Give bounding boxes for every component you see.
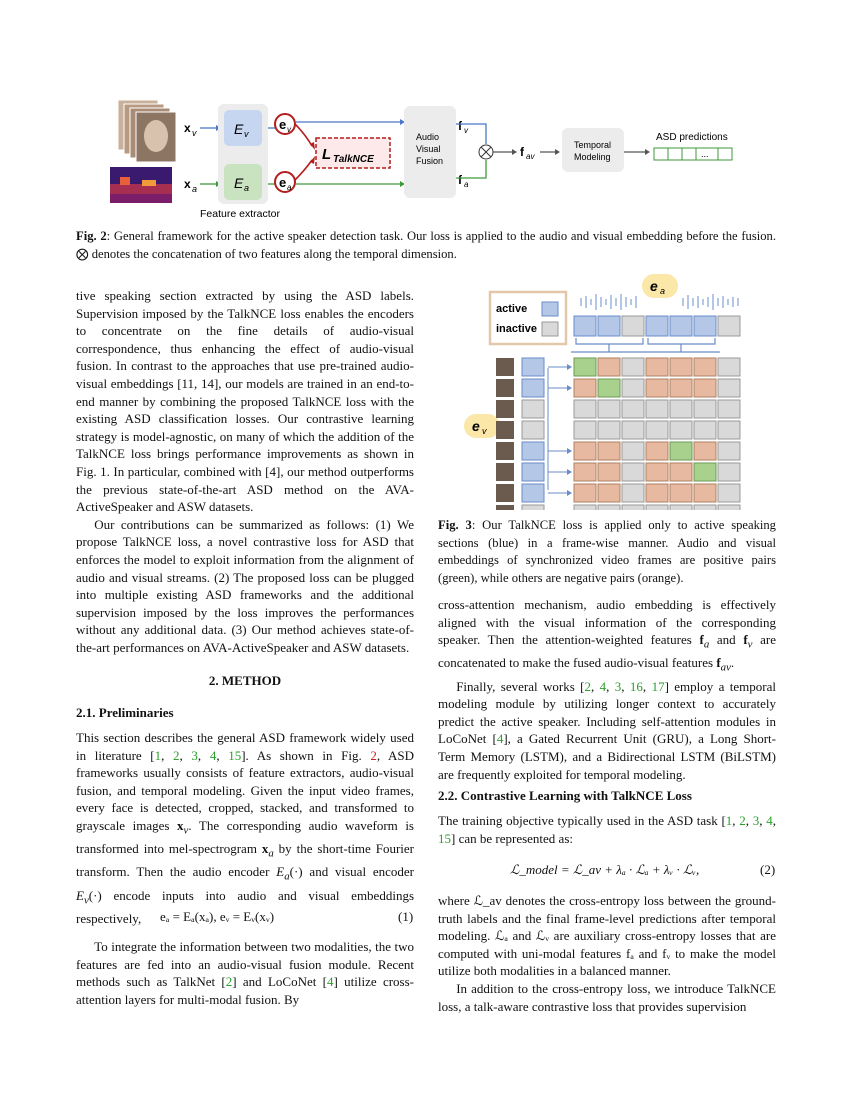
matrix-cell xyxy=(622,400,644,418)
matrix-cell xyxy=(574,379,596,397)
feature-extractor-label: Feature extractor xyxy=(200,208,280,220)
matrix-cell xyxy=(718,484,740,502)
audio-cell xyxy=(598,316,620,336)
face-thumbnail xyxy=(496,400,514,418)
svg-text:v: v xyxy=(192,128,197,138)
svg-text:v: v xyxy=(482,426,487,436)
figure-2-diagram xyxy=(100,92,750,222)
matrix-cell xyxy=(670,379,692,397)
matrix-cell xyxy=(694,505,716,510)
audio-cell xyxy=(670,316,692,336)
equation-1: eₐ = Eₐ(xₐ), eᵥ = Eᵥ(xᵥ) xyxy=(160,909,275,924)
matrix-cell xyxy=(646,379,668,397)
xv-label: x xyxy=(184,121,191,135)
svg-text:av: av xyxy=(526,152,535,161)
figure-3-caption: Fig. 3: Our TalkNCE loss is applied only to active speaking sections (blue) in a frame-wise manner. Audio and visual embeddings of synchronized video frames are positive pairs (green), while others are negative pairs (orange). xyxy=(438,518,776,585)
matrix-cell xyxy=(622,505,644,510)
matrix-cell xyxy=(694,421,716,439)
audio-cell xyxy=(622,316,644,336)
matrix-cell xyxy=(598,379,620,397)
visual-cell xyxy=(522,358,544,376)
svg-text:a: a xyxy=(660,286,666,296)
matrix-cell xyxy=(622,421,644,439)
face-thumbnail xyxy=(496,505,514,510)
matrix-cell xyxy=(622,358,644,376)
loss-explanation-paragraph: where ℒ_av denotes the cross-entropy loss between the ground-truth labels and the final frame-level predictions after temporal modeling. ℒₐ and ℒᵥ are auxiliary cross-entropy losses that are computed with uni-modal features fₐ and fᵥ to make the model utilize both modalities in a balanced manner. In addition to the cross-entropy loss, we introduce TalkNCE loss, a talk-aware contrastive loss that provides supervision xyxy=(438,893,776,1014)
svg-text:active: active xyxy=(496,303,528,315)
asd-predictions-label: ASD predictions xyxy=(656,132,728,143)
temporal-modeling-box xyxy=(562,128,624,172)
left-column xyxy=(76,287,414,656)
matrix-cell xyxy=(670,484,692,502)
audio-embedding-row xyxy=(574,316,740,336)
visual-cell xyxy=(522,379,544,397)
matrix-cell xyxy=(694,442,716,460)
audio-cell xyxy=(646,316,668,336)
equation-2-number: (2) xyxy=(760,862,776,877)
matrix-cell xyxy=(574,400,596,418)
face-thumbnail xyxy=(496,442,514,460)
matrix-cell xyxy=(694,358,716,376)
fusion-paragraph: To integrate the information between two modalities, the two features are fed into an audio-visual fusion module. Recent methods such as TalkNet [2] and LoCoNet [4] utilize cross-attention layers for multi-modal fusion. By xyxy=(76,939,414,1007)
matrix-cell xyxy=(670,358,692,376)
matrix-cell xyxy=(694,379,716,397)
svg-text:...: ... xyxy=(701,149,709,159)
face-thumbnail xyxy=(496,421,514,439)
matrix-cell xyxy=(670,505,692,510)
matrix-cell xyxy=(670,400,692,418)
audio-cell xyxy=(718,316,740,336)
matrix-cell xyxy=(718,400,740,418)
svg-text:Modeling: Modeling xyxy=(574,152,611,162)
svg-text:Fusion: Fusion xyxy=(416,156,444,166)
face-thumbnail xyxy=(496,358,514,376)
matrix-cell xyxy=(694,484,716,502)
svg-text:f: f xyxy=(458,173,462,187)
matrix-cell xyxy=(574,463,596,481)
section-2-1-title: 2.1. Preliminaries xyxy=(76,705,174,720)
equation-2: ℒ_model = ℒ_av + λₐ · ℒₐ + λᵥ · ℒᵥ, xyxy=(510,862,700,877)
matrix-cell xyxy=(598,400,620,418)
svg-text:a: a xyxy=(192,184,198,194)
matrix-cell xyxy=(646,463,668,481)
matrix-cell xyxy=(646,442,668,460)
contributions-paragraph: Our contributions can be summarized as follows: (1) We propose TalkNCE loss, a novel contrastive loss for ASD that enforces the model to exploit information from the alignment of audio and visual streams. (2) The proposed loss can be plugged into multiple existing ASD frameworks and the additional supervision imposed by the loss improves the performances without any additional data. (3) Our method achieves state-of-the-art performances on AVA-ActiveSpeaker and ASW datasets. xyxy=(76,516,414,655)
matrix-cell xyxy=(670,421,692,439)
visual-cell xyxy=(522,442,544,460)
matrix-cell xyxy=(574,505,596,510)
visual-cell xyxy=(522,463,544,481)
section-2-title: 2. METHOD xyxy=(208,673,282,688)
svg-text:v: v xyxy=(244,129,249,139)
figure-2-caption: Fig. 2: General framework for the active speaker detection task. Our loss is applied to the audio and visual embedding before the fusion. ⨂ denotes the concatenation of two features along the temporal dimension. xyxy=(76,229,776,261)
visual-cell xyxy=(522,400,544,418)
visual-cell xyxy=(522,484,544,502)
matrix-cell xyxy=(574,421,596,439)
equation-1-number: (1) xyxy=(398,909,414,924)
matrix-cell xyxy=(622,379,644,397)
objective-paragraph: The training objective typically used in the ASD task [1, 2, 3, 4, 15] can be represented as: xyxy=(438,813,777,846)
matrix-cell xyxy=(622,484,644,502)
face-thumbnail xyxy=(496,379,514,397)
visual-embedding-column xyxy=(522,358,572,510)
svg-text:Audio: Audio xyxy=(416,132,440,142)
matrix-cell xyxy=(574,442,596,460)
matrix-cell xyxy=(646,400,668,418)
svg-text:TalkNCE: TalkNCE xyxy=(333,154,374,165)
svg-text:L: L xyxy=(322,146,332,163)
matrix-cell xyxy=(694,400,716,418)
face-thumbnail xyxy=(496,463,514,481)
visual-cell xyxy=(522,505,544,510)
audio-cell xyxy=(694,316,716,336)
matrix-cell xyxy=(718,421,740,439)
matrix-cell xyxy=(718,463,740,481)
matrix-cell xyxy=(718,505,740,510)
svg-text:Temporal: Temporal xyxy=(574,140,612,150)
matrix-cell xyxy=(598,358,620,376)
face-thumbnails xyxy=(496,358,514,510)
matrix-cell xyxy=(670,463,692,481)
svg-text:v: v xyxy=(464,126,468,135)
spectrogram-image xyxy=(110,167,172,203)
svg-text:v: v xyxy=(287,125,291,134)
matrix-cell xyxy=(622,463,644,481)
matrix-cell xyxy=(598,484,620,502)
svg-text:a: a xyxy=(287,183,292,192)
svg-text:inactive: inactive xyxy=(496,323,537,335)
matrix-cell xyxy=(694,463,716,481)
matrix-cell xyxy=(598,505,620,510)
matrix-cell xyxy=(646,358,668,376)
similarity-matrix xyxy=(574,358,740,510)
figure-3-diagram xyxy=(462,270,774,510)
matrix-cell xyxy=(598,442,620,460)
section-2-2-title: 2.2. Contrastive Learning with TalkNCE Loss xyxy=(438,788,692,803)
svg-text:f: f xyxy=(520,145,524,159)
matrix-cell xyxy=(574,358,596,376)
visual-cell xyxy=(522,421,544,439)
matrix-cell xyxy=(718,379,740,397)
right-column-paragraph-1: cross-attention mechanism, audio embedding is effectively aligned with the visual information of the corresponding speaker. Then the attention-weighted features $f_a$ and $f_v$ are concatenated to make the fused audio-visual features $f_{av}$. Finally, several works [2, 4, 3, 16, 17] employ a temporal modeling module by utilizing longer context to accurately predict the active speaker. Including self-attention modules in LoCoNet [4], a Gated Recurrent Unit (GRU), a Long Short-Term Memory (LSTM), and a Bidirectional LSTM (BiLSTM) are frequently exploited for temporal modeling. xyxy=(438,597,777,782)
face-stack-image xyxy=(118,100,176,162)
matrix-cell xyxy=(646,505,668,510)
xa-label: x xyxy=(184,177,191,191)
matrix-cell xyxy=(718,442,740,460)
svg-text:e: e xyxy=(279,175,287,190)
svg-text:e: e xyxy=(279,117,287,132)
matrix-cell xyxy=(574,484,596,502)
svg-text:e: e xyxy=(472,418,480,434)
svg-text:a: a xyxy=(464,180,469,189)
svg-text:Visual: Visual xyxy=(416,144,441,154)
matrix-cell xyxy=(718,358,740,376)
prediction-cells xyxy=(654,148,732,160)
matrix-cell xyxy=(598,421,620,439)
svg-text:E: E xyxy=(234,121,244,137)
svg-text:a: a xyxy=(244,183,250,193)
matrix-cell xyxy=(622,442,644,460)
matrix-cell xyxy=(670,442,692,460)
audio-cell xyxy=(574,316,596,336)
svg-text:E: E xyxy=(234,175,244,191)
matrix-cell xyxy=(646,421,668,439)
face-thumbnail xyxy=(496,484,514,502)
intro-paragraph-1: tive speaking section extracted by using the ASD labels. Supervision imposed by the TalkNCE loss enables the encoders to concentrate on the fine details of audio-visual correspondence, thus enhancing the effect of audio-visual fusion. In contrast to the approaches that use pre-trained audio-visual embeddings [11, 14], our models are trained in an end-to-end manner by combining the proposed TalkNCE loss with the existing ASD classification losses. Our contrastive learning strategy is model-agnostic, on many of which the addition of the TalkNCE loss brings performance improvements as shown in Fig. 1. In particular, combined with [4], our method outperforms the previous state-of-the-art ASD method on the AVA-ActiveSpeaker and ASW datasets. xyxy=(76,288,414,515)
matrix-cell xyxy=(598,463,620,481)
svg-text:f: f xyxy=(458,119,462,133)
svg-text:e: e xyxy=(650,278,658,294)
matrix-cell xyxy=(646,484,668,502)
preliminaries-paragraph: This section describes the general ASD framework widely used in literature [1, 2, 3, 4, 15]. As shown in Fig. 2, ASD frameworks usually consists of feature extractors, audio-visual fusion, and temporal modeling. Given the input video frames, every face is detected, cropped, stacked, and transformed to grayscale images $x_v$. The corresponding audio waveform is transformed into mel-spectrogram $x_a$ by the short-time Fourier transform. Then the audio encoder $E_a(\cdot)$ and visual encoder $E_v(\cdot)$ encode inputs into audio and visual embeddings respectively, xyxy=(76,730,415,926)
